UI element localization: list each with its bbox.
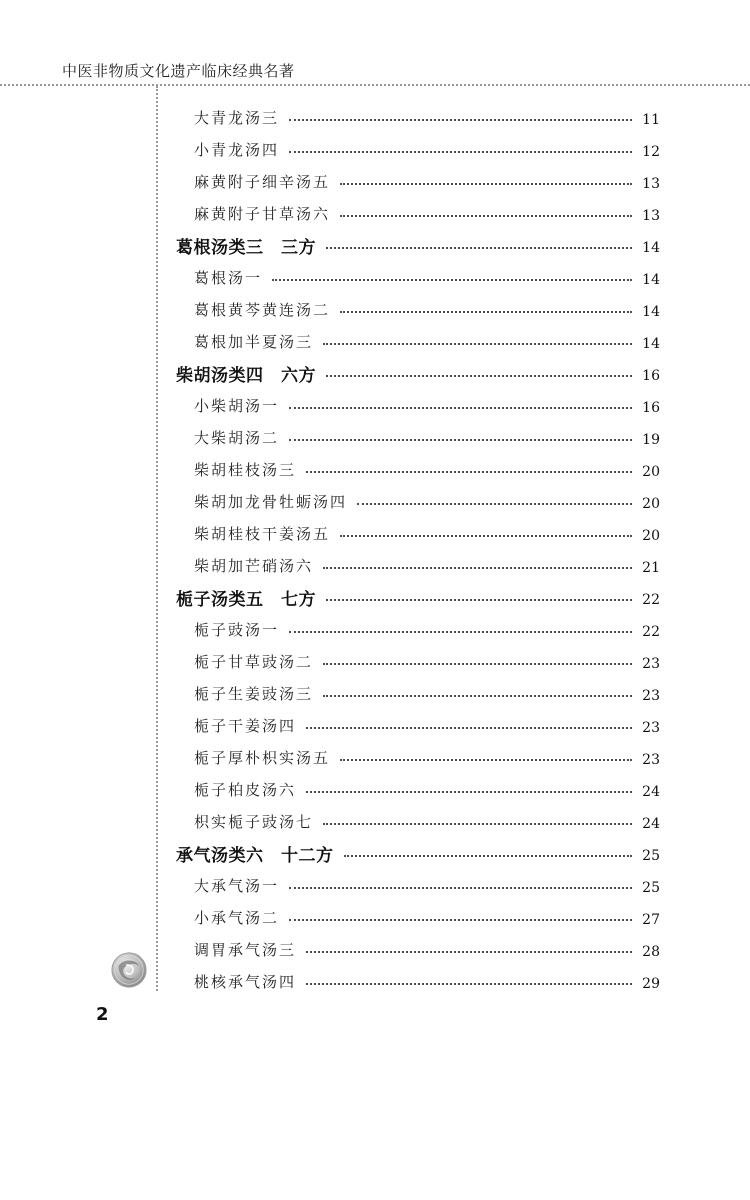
toc-entry-title: 栀子柏皮汤六: [194, 780, 297, 799]
dot-leader: [306, 471, 632, 473]
toc-entry[interactable]: [176, 645, 660, 677]
toc-page-number: 13: [642, 176, 660, 192]
toc-entry[interactable]: [176, 709, 660, 741]
toc-entry[interactable]: [176, 869, 660, 901]
toc-entry[interactable]: [176, 389, 660, 421]
dot-leader: [340, 311, 632, 313]
toc-entry[interactable]: [176, 613, 660, 645]
toc-entry[interactable]: [176, 677, 660, 709]
dot-leader: [323, 663, 632, 665]
toc-page-number: 21: [642, 560, 660, 576]
dot-leader: [323, 823, 632, 825]
toc-entry[interactable]: [176, 965, 660, 997]
toc-entry-title: 葛根汤一: [194, 268, 263, 287]
toc-entry-title: 栀子干姜汤四: [194, 716, 297, 735]
toc-entry-title: 栀子甘草豉汤二: [194, 652, 314, 671]
dot-leader: [340, 759, 632, 761]
toc-page-number: 16: [642, 400, 660, 416]
decorative-seal-icon: [110, 951, 148, 989]
toc-entry-title: 小青龙汤四: [194, 140, 280, 159]
toc-entry-title: 柴胡加龙骨牡蛎汤四: [194, 492, 348, 511]
toc-chapter[interactable]: [176, 229, 660, 261]
toc-page-number: 22: [642, 624, 660, 640]
toc-entry[interactable]: [176, 133, 660, 165]
toc-entry-title: 桃核承气汤四: [194, 972, 297, 991]
toc-entry[interactable]: [176, 101, 660, 133]
dot-leader: [326, 247, 632, 249]
dot-leader: [289, 151, 632, 153]
toc-chapter[interactable]: [176, 581, 660, 613]
toc-entry[interactable]: [176, 549, 660, 581]
dot-leader: [289, 887, 632, 889]
dot-leader: [306, 727, 632, 729]
toc-chapter-title: 柴胡汤类四 六方: [176, 365, 316, 386]
toc-entry[interactable]: [176, 805, 660, 837]
toc-entry-title: 大青龙汤三: [194, 108, 280, 127]
toc-page-number: 24: [642, 784, 660, 800]
toc-entry[interactable]: [176, 261, 660, 293]
toc-page-number: 23: [642, 752, 660, 768]
toc-page-number: 23: [642, 720, 660, 736]
toc-page-number: 14: [642, 272, 660, 288]
toc-page-number: 19: [642, 432, 660, 448]
toc-chapter[interactable]: [176, 837, 660, 869]
toc-entry[interactable]: [176, 933, 660, 965]
toc-entry-title: 小柴胡汤一: [194, 396, 280, 415]
toc-entry-title: 麻黄附子甘草汤六: [194, 204, 331, 223]
toc-chapter[interactable]: [176, 357, 660, 389]
dot-leader: [272, 279, 632, 281]
toc-entry-title: 葛根黄芩黄连汤二: [194, 300, 331, 319]
toc-page-number: 25: [642, 848, 660, 864]
margin-divider: [156, 86, 158, 991]
toc-chapter-title: 栀子汤类五 七方: [176, 589, 316, 610]
toc-chapter-title: 葛根汤类三 三方: [176, 237, 316, 258]
toc-entry-title: 调胃承气汤三: [194, 940, 297, 959]
toc-page-number: 12: [642, 144, 660, 160]
toc-entry[interactable]: [176, 485, 660, 517]
dot-leader: [323, 695, 632, 697]
toc-entry[interactable]: [176, 325, 660, 357]
toc-page-number: 29: [642, 976, 660, 992]
toc-page-number: 28: [642, 944, 660, 960]
page-number: 2: [96, 1004, 109, 1025]
toc-entry[interactable]: [176, 165, 660, 197]
toc-entry-title: 柴胡桂枝汤三: [194, 460, 297, 479]
toc-entry-title: 麻黄附子细辛汤五: [194, 172, 331, 191]
dot-leader: [289, 631, 632, 633]
toc-entry-title: 大柴胡汤二: [194, 428, 280, 447]
toc-entry[interactable]: [176, 741, 660, 773]
dot-leader: [326, 599, 632, 601]
dot-leader: [306, 951, 632, 953]
toc-page-number: 11: [642, 112, 660, 128]
toc-page-number: 13: [642, 208, 660, 224]
toc-entry[interactable]: [176, 197, 660, 229]
toc-entry[interactable]: [176, 901, 660, 933]
toc-entry[interactable]: [176, 517, 660, 549]
toc-entry-title: 柴胡加芒硝汤六: [194, 556, 314, 575]
dot-leader: [323, 567, 632, 569]
toc-entry[interactable]: [176, 773, 660, 805]
toc-page-number: 20: [642, 464, 660, 480]
toc-entry-title: 柴胡桂枝干姜汤五: [194, 524, 331, 543]
dot-leader: [357, 503, 632, 505]
toc-page-number: 14: [642, 304, 660, 320]
toc-entry-title: 大承气汤一: [194, 876, 280, 895]
toc-page-number: 23: [642, 688, 660, 704]
dot-leader: [289, 439, 632, 441]
toc-entry-title: 栀子豉汤一: [194, 620, 280, 639]
dot-leader: [344, 855, 633, 857]
dot-leader: [306, 791, 632, 793]
toc-entry-title: 葛根加半夏汤三: [194, 332, 314, 351]
table-of-contents: [176, 101, 660, 997]
running-header-title: 中医非物质文化遗产临床经典名著: [62, 62, 295, 80]
toc-page-number: 14: [642, 240, 660, 256]
dot-leader: [340, 183, 632, 185]
toc-page-number: 25: [642, 880, 660, 896]
dot-leader: [340, 535, 632, 537]
toc-entry[interactable]: [176, 293, 660, 325]
toc-page-number: 20: [642, 528, 660, 544]
toc-page-number: 22: [642, 592, 660, 608]
toc-page-number: 24: [642, 816, 660, 832]
toc-chapter-title: 承气汤类六 十二方: [176, 845, 334, 866]
toc-entry[interactable]: [176, 453, 660, 485]
dot-leader: [289, 919, 632, 921]
toc-entry-title: 小承气汤二: [194, 908, 280, 927]
dot-leader: [323, 343, 632, 345]
dot-leader: [289, 119, 632, 121]
toc-entry-title: 栀子厚朴枳实汤五: [194, 748, 331, 767]
toc-entry-title: 枳实栀子豉汤七: [194, 812, 314, 831]
toc-page-number: 16: [642, 368, 660, 384]
dot-leader: [340, 215, 632, 217]
toc-page-number: 14: [642, 336, 660, 352]
toc-page-number: 20: [642, 496, 660, 512]
dot-leader: [289, 407, 632, 409]
dot-leader: [306, 983, 632, 985]
toc-page-number: 23: [642, 656, 660, 672]
toc-entry[interactable]: [176, 421, 660, 453]
dot-leader: [326, 375, 632, 377]
toc-page-number: 27: [642, 912, 660, 928]
header-divider: [0, 84, 750, 86]
toc-entry-title: 栀子生姜豉汤三: [194, 684, 314, 703]
